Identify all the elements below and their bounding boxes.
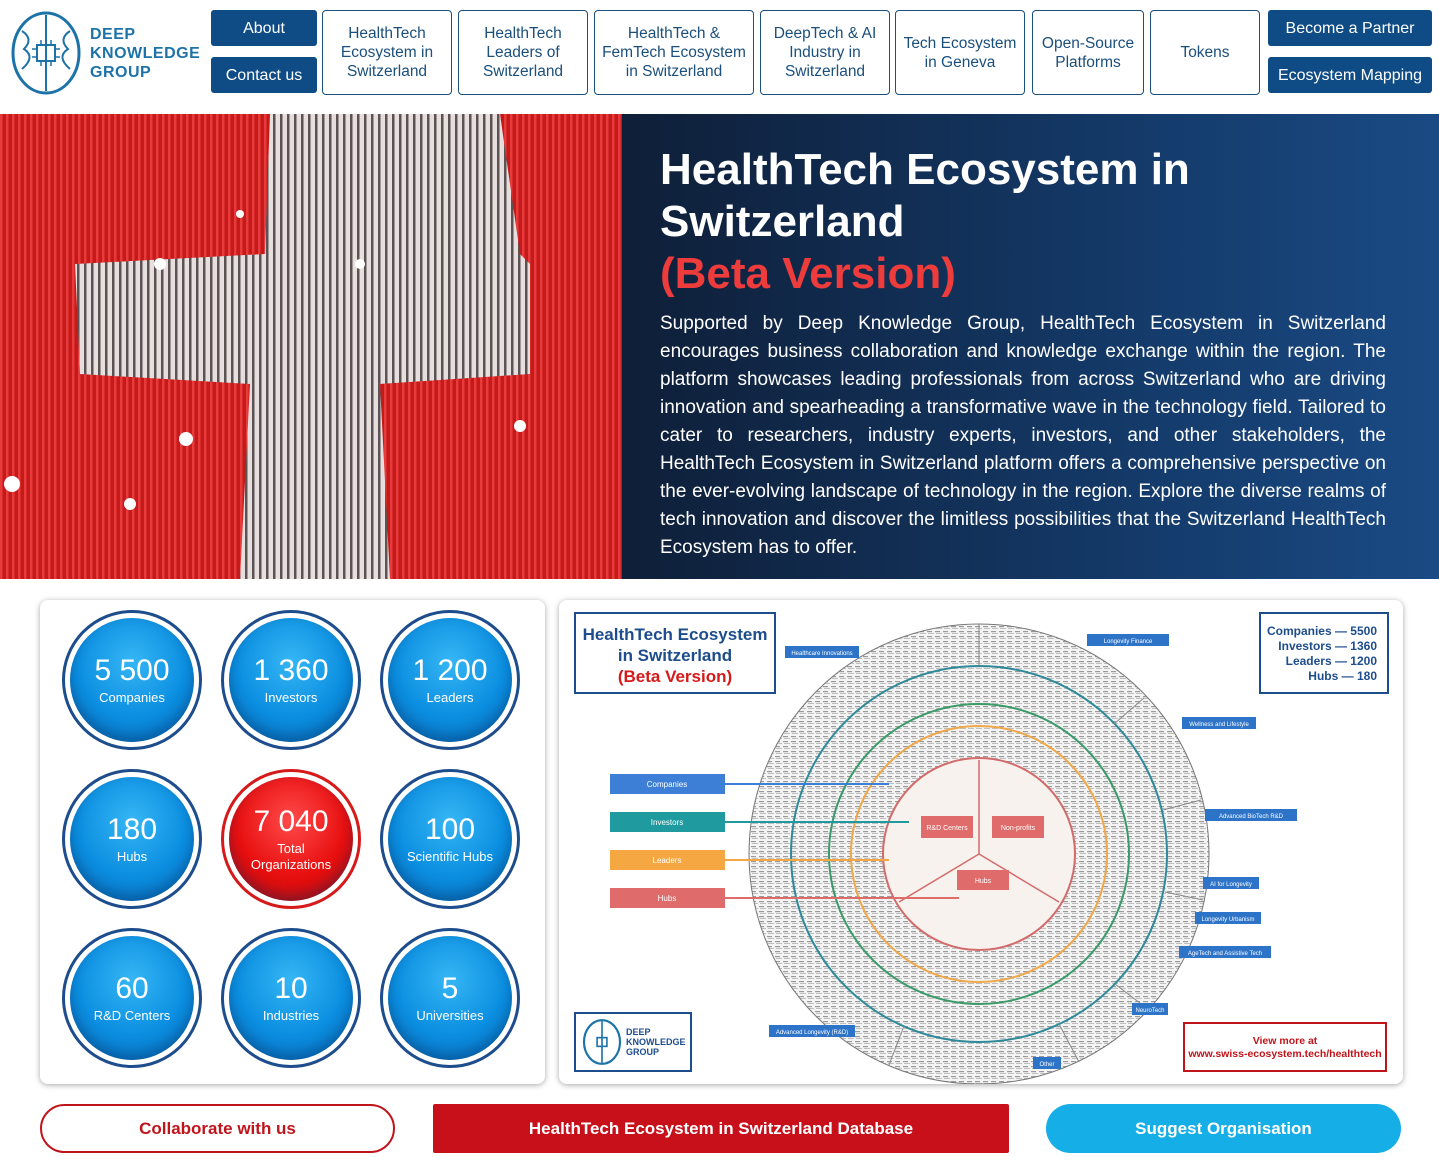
sector-label: AI for Longevity [1210, 882, 1252, 888]
ecosystem-mapping-button[interactable]: Ecosystem Mapping [1268, 57, 1432, 93]
hero-description: Supported by Deep Knowledge Group, HealthTech Ecosystem in Switzerland encourages business collaboration and knowledge exchange within the region. The platform showcases leading professionals from across Switzerland who are driving innovation and spearheading a transformative wave in the technology field. Tailored to cater to researchers, industry experts, investors, and other stakeholders, the HealthTech Ecosystem in Switzerland platform offers a comprehensive perspective on the ever-evolving landscape of technology in the region. Explore the diverse realms of tech innovation and discover the limitless possibilities that the Switzerland HealthTech Ecosystem has to offer. [660, 313, 1386, 558]
swiss-flag-image [0, 114, 622, 579]
center-label-rd: R&D Centers [926, 825, 968, 832]
sector-label: NeuroTech [1135, 1008, 1165, 1014]
stat-rd-centers[interactable]: 60 R&D Centers [62, 928, 202, 1068]
deep-knowledge-group-logo[interactable] [10, 8, 200, 98]
logo-text: DEEP KNOWLEDGE GROUP [90, 25, 201, 81]
legend-leaders: Leaders [652, 856, 682, 865]
nav-deeptech-ai-industry[interactable]: DeepTech & AI Industry in Switzerland [760, 10, 890, 95]
center-label-hubs: Hubs [974, 878, 992, 885]
hero-beta-label: (Beta Version) [660, 249, 956, 298]
map-logo: DEEP KNOWLEDGE GROUP [574, 1012, 692, 1072]
legend-hubs: Hubs [657, 894, 677, 903]
stat-hubs[interactable]: 180 Hubs [62, 769, 202, 909]
stat-total-organizations[interactable]: 7 040 Total Organizations [221, 769, 361, 909]
stats-panel [40, 600, 545, 1084]
map-beta-label: (Beta Version) [617, 667, 733, 686]
stat-industries[interactable]: 10 Industries [221, 928, 361, 1068]
become-partner-button[interactable]: Become a Partner [1268, 10, 1432, 46]
stat-leaders[interactable]: 1 200 Leaders [380, 610, 520, 750]
nav-healthtech-ecosystem[interactable]: HealthTech Ecosystem in Switzerland [322, 10, 452, 95]
sector-label: Wellness and Lifestyle [1189, 722, 1249, 728]
legend-companies: Companies [646, 780, 688, 789]
contact-us-button[interactable]: Contact us [211, 57, 317, 93]
sector-label: Other [1039, 1062, 1055, 1068]
map-title: HealthTech Ecosystem in Switzerland (Beta Version) [574, 612, 776, 694]
stat-investors[interactable]: 1 360 Investors [221, 610, 361, 750]
nav-tokens[interactable]: Tokens [1150, 10, 1260, 95]
sector-label: Advanced Longevity (R&D) [775, 1030, 849, 1036]
stat-scientific-hubs[interactable]: 100 Scientific Hubs [380, 769, 520, 909]
ecosystem-map-card[interactable] [559, 600, 1403, 1084]
hero-banner [0, 114, 1439, 579]
map-counts-box: Companies — 5500 Investors — 1360 Leaders — 1200 Hubs — 180 [1259, 612, 1389, 694]
nav-tech-ecosystem-geneva[interactable]: Tech Ecosystem in Geneva [895, 10, 1025, 95]
sector-label: Longevity Urbanism [1201, 917, 1255, 923]
stat-companies[interactable]: 5 500 Companies [62, 610, 202, 750]
nav-femtech-ecosystem[interactable]: HealthTech & FemTech Ecosystem in Switzerland [594, 10, 754, 95]
suggest-organisation-button[interactable]: Suggest Organisation [1046, 1104, 1401, 1153]
hero-title: HealthTech Ecosystem in Switzerland (Beta Version) [660, 144, 1400, 300]
sector-label: AgeTech and Assistive Tech [1187, 951, 1263, 957]
database-button[interactable]: HealthTech Ecosystem in Switzerland Database [433, 1104, 1009, 1153]
stat-universities[interactable]: 5 Universities [380, 928, 520, 1068]
sector-label: Advanced BioTech R&D [1218, 814, 1284, 820]
brain-chip-icon [582, 1018, 622, 1066]
view-more-link[interactable]: View more at www.swiss-ecosystem.tech/healthtech [1183, 1022, 1387, 1072]
brain-chip-icon [10, 9, 82, 97]
collaborate-button[interactable]: Collaborate with us [40, 1104, 395, 1153]
nav-open-source-platforms[interactable]: Open-Source Platforms [1032, 10, 1144, 95]
legend-investors: Investors [650, 818, 684, 827]
sector-label: Healthcare Innovations [791, 651, 853, 657]
sector-label: Longevity Finance [1103, 639, 1153, 645]
center-label-nonprofits: Non-profits [1000, 825, 1036, 832]
site-header [0, 0, 1439, 112]
about-button[interactable]: About [211, 10, 317, 46]
nav-healthtech-leaders[interactable]: HealthTech Leaders of Switzerland [458, 10, 588, 95]
